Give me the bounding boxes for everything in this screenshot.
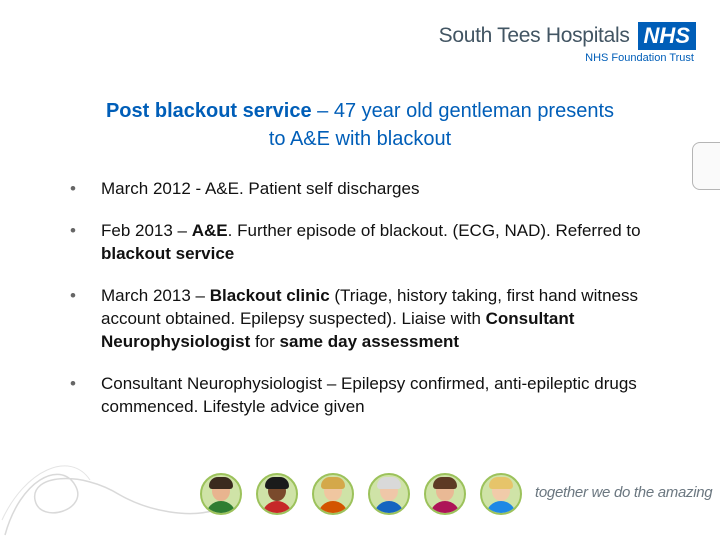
nhs-badge: NHS — [638, 22, 696, 50]
header-logo — [439, 22, 696, 64]
bullet-item — [70, 284, 660, 353]
bullet-text: March 2012 - A&E. Patient self discharges — [101, 179, 420, 198]
bullet-item — [70, 177, 660, 200]
person-avatar-icon — [480, 473, 522, 515]
bullet-bold-text: blackout service — [101, 244, 235, 263]
bullet-text: March 2013 – — [101, 286, 210, 305]
person-avatar-icon — [368, 473, 410, 515]
slide-title — [40, 97, 680, 153]
bullet-bold-text: same day assessment — [279, 332, 460, 351]
bullet-bold-text: A&E — [191, 221, 228, 240]
title-rest: – 47 year old gentleman presents — [311, 100, 615, 122]
org-name: South Tees Hospitals — [438, 24, 630, 47]
person-avatar-icon — [256, 473, 298, 515]
logo-row — [439, 22, 696, 50]
bullet-bold-text: Blackout clinic — [209, 286, 330, 305]
page-curl-icon — [692, 142, 720, 190]
bullet-text: . Further episode of blackout. (ECG, NAD). Referred to — [227, 221, 641, 240]
person-avatar-icon — [424, 473, 466, 515]
bullet-item — [70, 219, 660, 265]
bullet-list — [70, 177, 660, 437]
bullet-text: (Triage, history taking, first hand witness account obtained. Epilepsy suspected). Liaise with — [101, 286, 638, 328]
person-avatar-icon — [312, 473, 354, 515]
bullet-text: Feb 2013 – — [101, 221, 192, 240]
bullet-text: Consultant Neurophysiologist – Epilepsy confirmed, anti-epileptic drugs commenced. Lifestyle advice given — [101, 374, 637, 416]
tagline: together we do the amazing — [535, 484, 713, 501]
title-bold: Post blackout service — [105, 100, 312, 122]
bullet-bold-text: Consultant Neurophysiologist — [101, 309, 575, 351]
footer-people — [200, 473, 536, 515]
org-subtitle: NHS Foundation Trust — [585, 52, 694, 64]
decorative-swirl-icon — [0, 440, 220, 540]
title-line2: to A&E with blackout — [268, 128, 452, 150]
bullet-item — [70, 372, 660, 418]
person-avatar-icon — [200, 473, 242, 515]
bullet-text: for — [250, 332, 280, 351]
